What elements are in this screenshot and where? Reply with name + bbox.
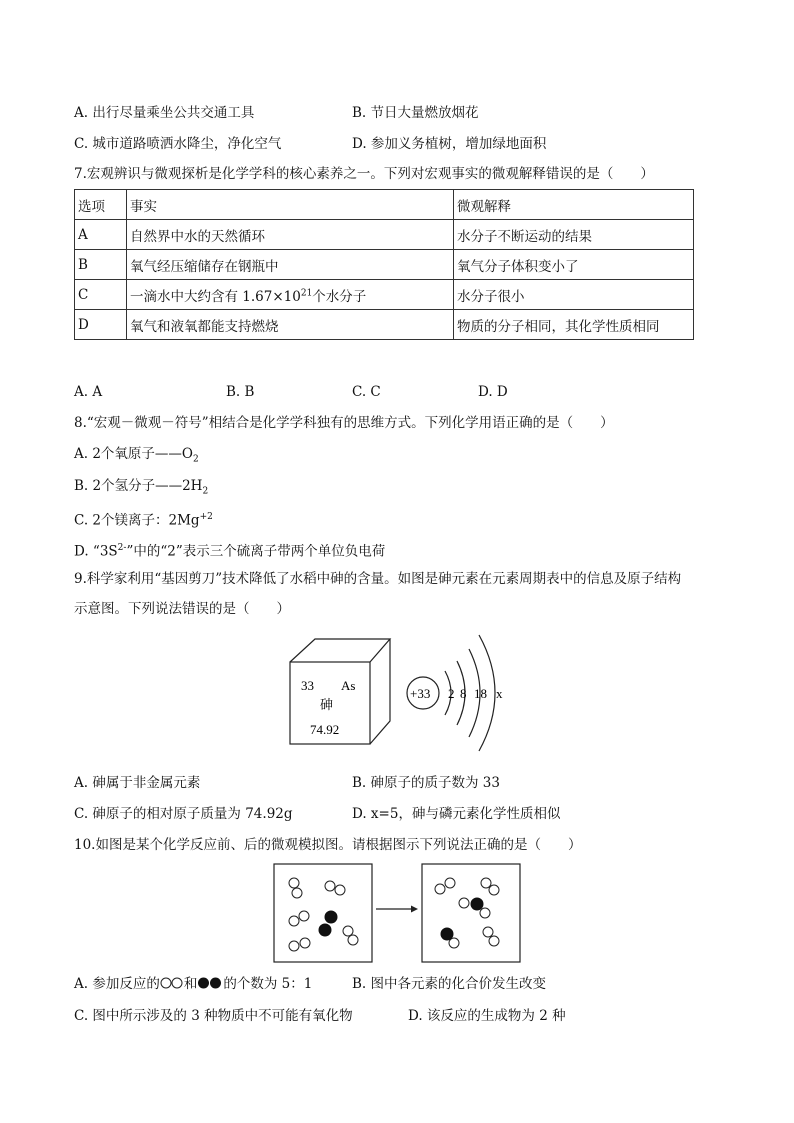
q8-stem: 8.“宏观－微观－符号”相结合是化学学科独有的思维方式。下列化学用语正确的是（ ） bbox=[74, 415, 614, 431]
q10-option-a bbox=[74, 974, 312, 994]
subscript: 2 bbox=[202, 486, 209, 497]
table-header-row bbox=[75, 190, 694, 220]
q7-table bbox=[74, 189, 694, 340]
arsenic-figure bbox=[285, 625, 515, 765]
q9-option-b: B. 砷原子的质子数为 33 bbox=[352, 775, 500, 791]
q6-option-a: A. 出行尽量乘坐公共交通工具 bbox=[74, 105, 255, 121]
q8-c-text: C. 2个镁离子：2Mg bbox=[74, 512, 200, 529]
q8-option-c bbox=[74, 507, 213, 531]
shell-1-count: 2 bbox=[448, 686, 455, 701]
fact-text-tail: 个水分子 bbox=[312, 288, 367, 305]
table-row bbox=[75, 310, 694, 340]
table-row bbox=[75, 250, 694, 280]
row-option: A bbox=[75, 220, 127, 250]
q7-option-c: C. C bbox=[352, 384, 381, 400]
before-molecules bbox=[289, 878, 358, 951]
row-option: C bbox=[75, 280, 127, 310]
q10-a-text: A. 参加反应的 bbox=[74, 976, 160, 992]
row-fact bbox=[127, 280, 454, 310]
q8-option-b bbox=[74, 476, 208, 502]
table-row bbox=[75, 280, 694, 310]
shell-3-count: 18 bbox=[474, 686, 487, 701]
atomic-mass: 74.92 bbox=[310, 722, 340, 737]
q9-option-a: A. 砷属于非金属元素 bbox=[74, 775, 201, 791]
q9-stem-line2: 示意图。下列说法错误的是（ ） bbox=[74, 601, 290, 617]
header-option: 选项 bbox=[75, 190, 127, 220]
row-explain: 水分子不断运动的结果 bbox=[454, 220, 694, 250]
shell-2-count: 8 bbox=[460, 686, 467, 701]
q7-option-d: D. D bbox=[478, 384, 508, 400]
q8-b-text: B. 2个氢分子——2H bbox=[74, 478, 203, 494]
q9-stem-line1: 9.科学家利用“基因剪刀”技术降低了水稻中砷的含量。如图是砷元素在元素周期表中的信息及原子结构 bbox=[74, 571, 682, 587]
element-symbol: As bbox=[341, 678, 356, 693]
q10-option-b: B. 图中各元素的化合价发生改变 bbox=[352, 976, 547, 992]
superscript: 2- bbox=[117, 543, 127, 553]
q8-d-text-tail: ”中的“2”表示三个硫离子带两个单位负电荷 bbox=[126, 543, 386, 560]
row-option: B bbox=[75, 250, 127, 280]
atomic-number: 33 bbox=[301, 678, 314, 693]
row-explain: 物质的分子相同，其化学性质相同 bbox=[454, 310, 694, 340]
q8-option-a bbox=[74, 444, 199, 470]
row-explain: 水分子很小 bbox=[454, 280, 694, 310]
row-fact: 氧气和液氧都能支持燃烧 bbox=[127, 310, 454, 340]
header-explain: 微观解释 bbox=[454, 190, 694, 220]
row-fact: 自然界中水的天然循环 bbox=[127, 220, 454, 250]
nucleus-charge: +33 bbox=[410, 686, 431, 701]
q10-stem: 10.如图是某个化学反应前、后的微观模拟图。请根据图示下列说法正确的是（ ） bbox=[74, 837, 582, 853]
reaction-diagram bbox=[272, 862, 527, 966]
subscript: 2 bbox=[193, 454, 199, 465]
element-name: 砷 bbox=[320, 698, 334, 713]
header-fact: 事实 bbox=[127, 190, 454, 220]
table-row bbox=[75, 220, 694, 250]
white-molecule-icon bbox=[160, 977, 184, 989]
after-box bbox=[422, 864, 520, 962]
fact-text: 一滴水中大约含有 1.67×10 bbox=[130, 288, 301, 305]
q7-option-a: A. A bbox=[74, 384, 103, 400]
row-explain: 氧气分子体积变小了 bbox=[454, 250, 694, 280]
q7-option-b: B. B bbox=[226, 384, 255, 400]
q6-option-d: D. 参加义务植树，增加绿地面积 bbox=[352, 136, 547, 152]
q6-option-c: C. 城市道路喷洒水降尘，净化空气 bbox=[74, 136, 282, 152]
black-molecule-icon bbox=[197, 977, 223, 989]
q10-a-mid: 和 bbox=[183, 976, 198, 992]
before-dark-molecule bbox=[319, 911, 337, 936]
exponent: 21 bbox=[300, 288, 313, 298]
shell-4-count: x bbox=[496, 686, 503, 701]
q10-a-tail: 的个数为 5：1 bbox=[223, 976, 313, 992]
q10-option-d: D. 该反应的生成物为 2 种 bbox=[408, 1008, 566, 1024]
row-option: D bbox=[75, 310, 127, 340]
q9-option-c: C. 砷原子的相对原子质量为 74.92g bbox=[74, 806, 293, 822]
q10-option-c: C. 图中所示涉及的 3 种物质中不可能有氧化物 bbox=[74, 1008, 353, 1024]
q8-d-text: D. “3S bbox=[74, 543, 118, 560]
arrow-icon bbox=[376, 906, 418, 913]
q8-option-d bbox=[74, 538, 385, 562]
superscript: +2 bbox=[199, 512, 213, 522]
q8-a-text: A. 2个氧原子——O bbox=[74, 446, 193, 462]
q7-stem: 7.宏观辨识与微观探析是化学学科的核心素养之一。下列对宏观事实的微观解释错误的是（ ） bbox=[74, 166, 654, 182]
row-fact: 氧气经压缩储存在钢瓶中 bbox=[127, 250, 454, 280]
q6-option-b: B. 节日大量燃放烟花 bbox=[352, 105, 479, 121]
q9-option-d: D. x=5，砷与磷元素化学性质相似 bbox=[352, 806, 561, 822]
